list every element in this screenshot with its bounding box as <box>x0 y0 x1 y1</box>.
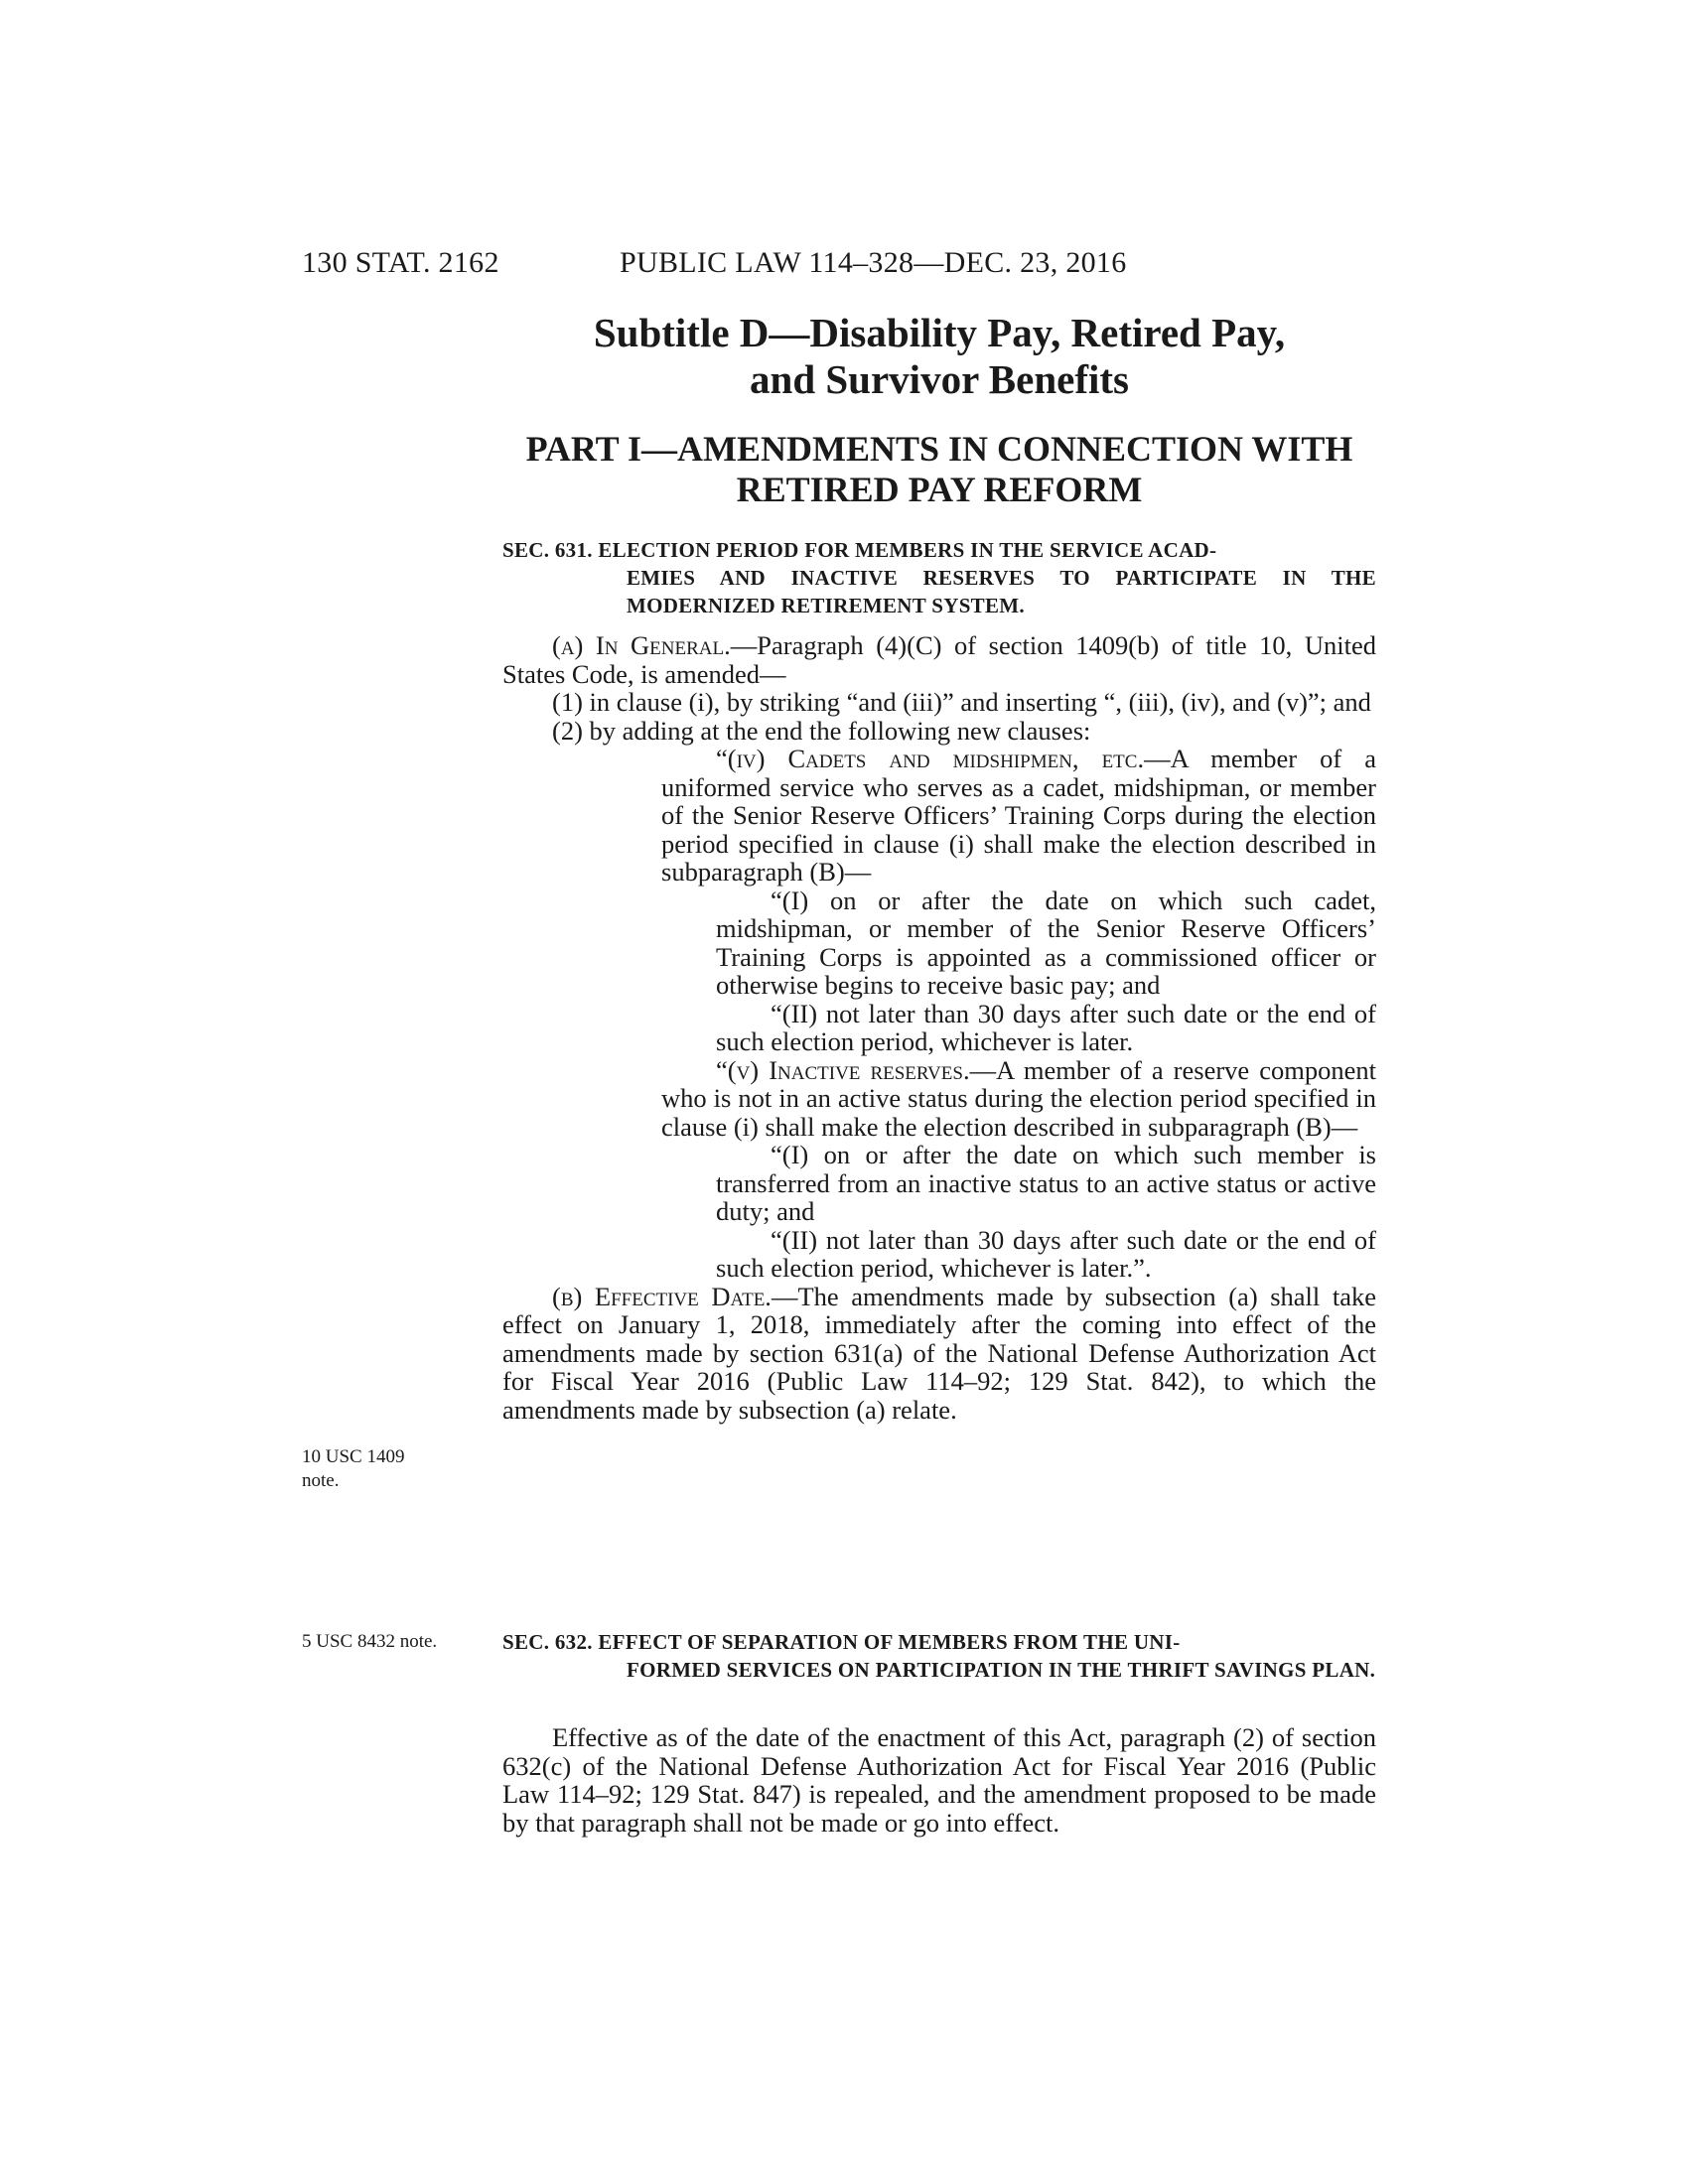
subsection-b-text: —The amendments made by subsection (a) shall take effect on January 1, 2018, immediately after the coming into effect of the amendments made by section 631(a) of the National Defense Authorization Act for Fiscal Year 2016 (Public Law 114–92; 129 Stat. 842), to which the amendments made by subsection (a) relate. <box>502 1281 1376 1425</box>
part-line-1: PART I—AMENDMENTS IN CONNECTION WITH <box>525 429 1353 469</box>
clause-v-heading: “(v) Inactive reserves. <box>716 1054 970 1085</box>
sec-632-heading-text <box>502 1628 1376 1684</box>
clause-v-subclause-I: “(I) on or after the date on which such member is transferred from an inactive status to an active status or active duty; and <box>716 1140 1376 1226</box>
subsection-b <box>502 1283 1376 1425</box>
sec-631-body <box>502 631 1376 1424</box>
part-line-2: RETIRED PAY REFORM <box>736 470 1143 509</box>
clause-v <box>502 1056 1376 1142</box>
sec-632-heading-lead: SEC. 632. EFFECT OF SEPARATION OF MEMBERS FROM THE UNI- <box>502 1630 1181 1654</box>
margin-note-10-usc-1409 <box>302 1445 404 1493</box>
margin-note-line-2: note. <box>302 1470 340 1491</box>
subsection-a <box>502 631 1376 688</box>
sec-631-heading-lead: SEC. 631. ELECTION PERIOD FOR MEMBERS IN THE SERVICE ACAD- <box>502 538 1217 562</box>
margin-note-line-1: 10 USC 1409 <box>302 1446 405 1467</box>
part-heading <box>502 429 1376 510</box>
paragraph-2: (2) by adding at the end the following new clauses: <box>552 715 1091 746</box>
subsection-a-text: —Paragraph (4)(C) of section 1409(b) of title 10, United States Code, is amended— <box>502 630 1376 689</box>
clause-v-subclause-II: “(II) not later than 30 days after such date or the end of such election period, whichever is later.”. <box>716 1224 1376 1283</box>
page-stat-citation: 130 STAT. 2162 <box>302 246 499 279</box>
sec-632-heading <box>502 1628 1376 1684</box>
sec-631-heading <box>502 536 1376 619</box>
clause-iv-subclause-I: “(I) on or after the date on which such cadet, midshipman, or member of the Senior Reserve Officers’ Training Corps is appointed as a commissioned officer or otherwise begins to receive basic pay; and <box>716 885 1376 1000</box>
sec-632-body <box>502 1723 1376 1837</box>
sec-632-heading-cont: FORMED SERVICES ON PARTICIPATION IN THE THRIFT SAVINGS PLAN. <box>627 1658 1376 1682</box>
subtitle-line-2: and Survivor Benefits <box>750 356 1129 402</box>
subsection-a-heading: (a) In General. <box>552 630 731 660</box>
clause-iv-text: —A member of a uniformed service who serves as a cadet, midshipman, or member of the Senior Reserve Officers’ Training Corps during the election period specified in clause (i) shall make the election described in subparagraph (B)— <box>661 744 1376 887</box>
subtitle-heading <box>502 310 1376 403</box>
clause-iv-subclause-II: “(II) not later than 30 days after such date or the end of such election period, whichever is later. <box>716 998 1376 1056</box>
clause-iv-heading: “(iv) Cadets and midshipmen, etc. <box>716 744 1145 773</box>
paragraph-1-text: (1) in clause (i), by striking “and (iii)” and inserting “, (iii), (iv), and (v)”; and <box>552 687 1371 717</box>
clause-v-text: —A member of a reserve component who is not in an active status during the election period specified in clause (i) shall make the election described in subparagraph (B)— <box>661 1054 1376 1142</box>
subtitle-line-1: Subtitle D—Disability Pay, Retired Pay, <box>593 310 1286 355</box>
subsection-b-heading: (b) Effective Date. <box>552 1281 772 1311</box>
page-law-header: PUBLIC LAW 114–328—DEC. 23, 2016 <box>620 246 1127 279</box>
sec-631-heading-text <box>502 536 1376 619</box>
sec-631-heading-cont: EMIES AND INACTIVE RESERVES TO PARTICIPATE IN THE MODERNIZED RETIREMENT SYSTEM. <box>627 566 1376 617</box>
sec-632-text: Effective as of the date of the enactment of this Act, paragraph (2) of section 632(c) of the National Defense Authorization Act for Fiscal Year 2016 (Public Law 114–92; 129 Stat. 847) is repealed, and the amendment proposed to be made by that paragraph shall not be made or go into effect. <box>502 1722 1376 1838</box>
clause-iv <box>502 745 1376 887</box>
paragraph-1 <box>502 688 1376 717</box>
margin-note-5-usc-8432: 5 USC 8432 note. <box>302 1631 438 1652</box>
